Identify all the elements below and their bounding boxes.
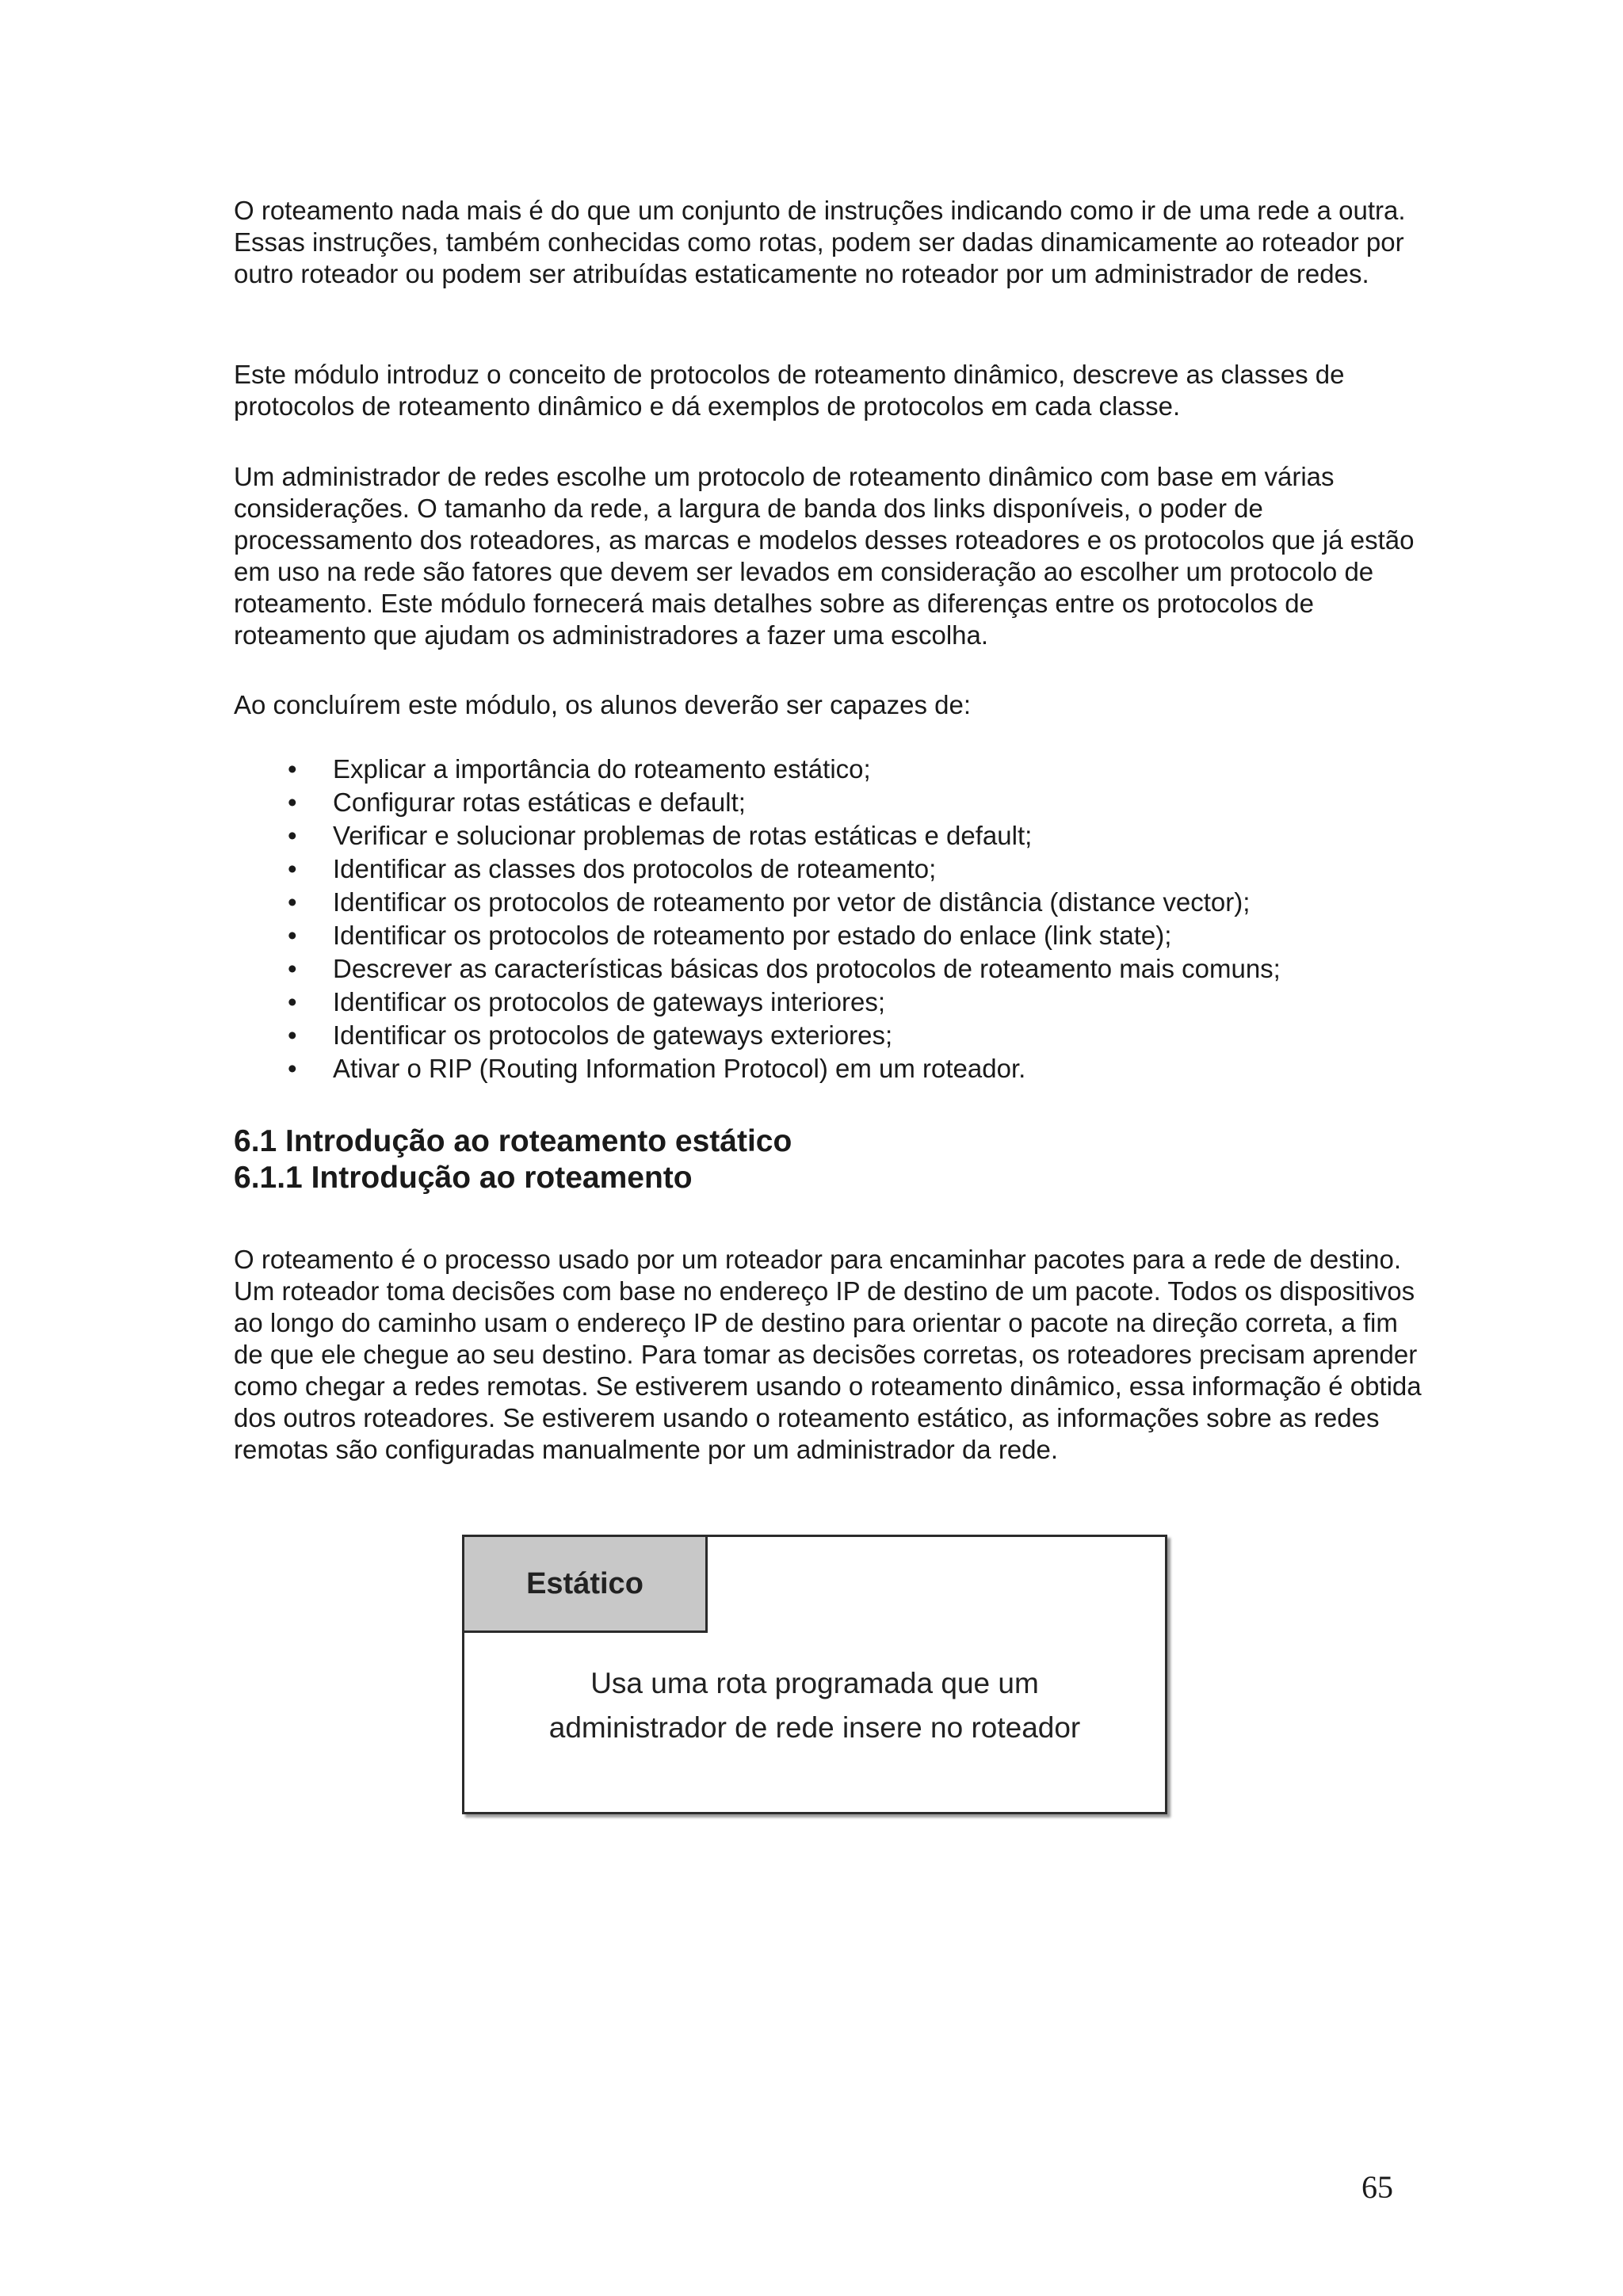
list-item-text: Identificar as classes dos protocolos de roteamento;	[333, 854, 937, 883]
list-item	[234, 786, 1423, 819]
figure-caption-line-2: administrador de rede insere no roteador	[548, 1711, 1081, 1744]
objectives-list	[234, 753, 1423, 1085]
section-heading: 6.1 Introdução ao roteamento estático	[234, 1124, 792, 1158]
bullet-icon: •	[288, 887, 297, 917]
list-item	[234, 952, 1423, 986]
bullet-icon: •	[288, 1054, 297, 1083]
section-body-paragraph: O roteamento é o processo usado por um roteador para encaminhar pacotes para a rede de destino. Um roteador toma decisões com base no endereço IP de destino de um pacote. Todos os dispositivos ao longo do caminho usam o endereço IP de destino para orientar o pacote na direção correta, a fim de que ele chegue ao seu destino. Para tomar as decisões corretas, os roteadores precisam aprender como chegar a redes remotas. Se estiverem usando o roteamento dinâmico, essa informação é obtida dos outros roteadores. Se estiverem usando o roteamento estático, as informações sobre as redes remotas são configuradas manualmente por um administrador da rede.	[234, 1245, 1422, 1464]
list-item	[234, 919, 1423, 952]
bullet-icon: •	[288, 987, 297, 1016]
list-item	[234, 753, 1423, 786]
bullet-icon: •	[288, 1020, 297, 1050]
figure-tab-label: Estático	[464, 1537, 708, 1633]
bullet-icon: •	[288, 954, 297, 983]
bullet-icon: •	[288, 754, 297, 784]
list-item-text: Explicar a importância do roteamento estático;	[333, 754, 871, 784]
list-item-text: Verificar e solucionar problemas de rotas estáticas e default;	[333, 821, 1033, 850]
list-item-text: Identificar os protocolos de gateways exteriores;	[333, 1020, 893, 1050]
static-routing-figure	[462, 1535, 1167, 1814]
list-item	[234, 819, 1423, 852]
list-item	[234, 886, 1423, 919]
intro-paragraph-1: O roteamento nada mais é do que um conjunto de instruções indicando como ir de uma rede a outra. Essas instruções, também conhecidas como rotas, podem ser dadas dinamicamente ao roteador por outro roteador ou podem ser atribuídas estaticamente no roteador por um administrador de redes.	[234, 196, 1406, 288]
intro-paragraph-2: Este módulo introduz o conceito de protocolos de roteamento dinâmico, descreve as classes de protocolos de roteamento dinâmico e dá exemplos de protocolos em cada classe.	[234, 360, 1345, 421]
intro-paragraph-4: Ao concluírem este módulo, os alunos deverão ser capazes de:	[234, 690, 972, 719]
list-item-text: Identificar os protocolos de roteamento por estado do enlace (link state);	[333, 921, 1172, 950]
list-item	[234, 852, 1423, 886]
list-item-text: Identificar os protocolos de roteamento por vetor de distância (distance vector);	[333, 887, 1251, 917]
bullet-icon: •	[288, 821, 297, 850]
list-item	[234, 986, 1423, 1019]
bullet-icon: •	[288, 788, 297, 817]
figure-caption	[464, 1661, 1165, 1750]
list-item-text: Descrever as características básicas dos protocolos de roteamento mais comuns;	[333, 954, 1281, 983]
bullet-icon: •	[288, 921, 297, 950]
bullet-icon: •	[288, 854, 297, 883]
subsection-heading: 6.1.1 Introdução ao roteamento	[234, 1161, 693, 1195]
list-item-text: Ativar o RIP (Routing Information Protocol) em um roteador.	[333, 1054, 1026, 1083]
list-item	[234, 1052, 1423, 1085]
list-item-text: Identificar os protocolos de gateways interiores;	[333, 987, 886, 1016]
list-item	[234, 1019, 1423, 1052]
list-item-text: Configurar rotas estáticas e default;	[333, 788, 746, 817]
intro-paragraph-3: Um administrador de redes escolhe um protocolo de roteamento dinâmico com base em várias considerações. O tamanho da rede, a largura de banda dos links disponíveis, o poder de processamento dos roteadores, as marcas e modelos desses roteadores e os protocolos que já estão em uso na rede são fatores que devem ser levados em consideração ao escolher um protocolo de roteamento. Este módulo fornecerá mais detalhes sobre as diferenças entre os protocolos de roteamento que ajudam os administradores a fazer uma escolha.	[234, 462, 1415, 650]
figure-caption-line-1: Usa uma rota programada que um	[590, 1667, 1039, 1699]
page-number: 65	[1361, 2169, 1393, 2205]
